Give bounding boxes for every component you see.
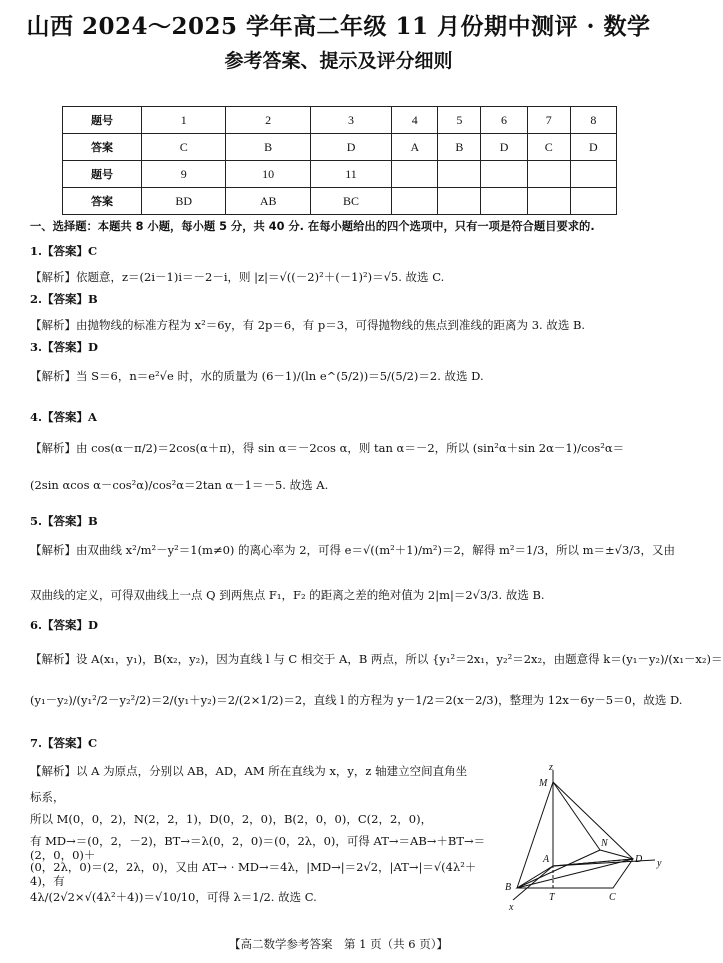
table-cell	[438, 161, 481, 188]
solution-line: (y₁－y₂)/(y₁²/2－y₂²/2)＝2/(y₁＋y₂)＝2/(2×1/2)＝2，直线 l 的方程为 y－1/2＝2(x－2/3)，整理为 12x－6y－5＝0，故选 D.	[30, 693, 683, 707]
table-cell	[570, 188, 616, 215]
table-cell: D	[481, 134, 527, 161]
solution-line: 4λ/(2√2×√(4λ²＋4))＝√10/10，可得 λ＝1/2. 故选 C.	[30, 890, 317, 904]
label-c: C	[609, 892, 616, 903]
row-label: 题号	[63, 107, 142, 134]
solution-line: 所以 M(0，0，2)，N(2，2，1)，D(0，2，0)，B(2，0，0)，C(2，2，0)，	[30, 812, 433, 826]
geometry-figure	[505, 762, 675, 912]
table-cell	[527, 161, 570, 188]
row-label: 题号	[63, 161, 142, 188]
answer-table	[62, 106, 617, 215]
solution-line: 有 MD→＝(0，2，－2)，BT→＝λ(0，2，0)＝(0，2λ，0)，可得 AT→＝AB→＋BT→＝(2，0，0)＋	[30, 834, 486, 862]
table-cell: B	[438, 134, 481, 161]
answer-line: 7.【答案】C	[30, 736, 98, 750]
section-heading: 一、选择题：本题共 8 小题，每小题 5 分，共 40 分. 在每小题给出的四个选项中，只有一项是符合题目要求的.	[30, 220, 595, 233]
table-cell	[481, 188, 527, 215]
table-cell	[438, 188, 481, 215]
table-cell	[392, 188, 438, 215]
table-row	[63, 134, 617, 161]
table-cell: AB	[226, 188, 310, 215]
label-n: N	[601, 838, 608, 849]
solution-line: 【解析】由抛物线的标准方程为 x²＝6y，有 2p＝6，有 p＝3，可得抛物线的焦点到准线的距离为 3. 故选 B.	[30, 318, 586, 332]
label-z: z	[549, 762, 553, 773]
table-cell: 11	[310, 161, 391, 188]
solution-line: 【解析】由双曲线 x²/m²－y²＝1(m≠0) 的离心率为 2，可得 e＝√((m²＋1)/m²)＝2，解得 m²＝1/3，所以 m＝±√3/3，又由	[30, 543, 676, 557]
table-cell	[392, 161, 438, 188]
label-d: D	[635, 854, 643, 865]
row-label: 答案	[63, 134, 142, 161]
label-m: M	[539, 778, 548, 789]
solution-line: 【解析】依题意，z＝(2i－1)i＝－2－i，则 |z|＝√((－2)²＋(－1)²)＝√5. 故选 C.	[30, 270, 445, 284]
solution-line: 【解析】由 cos(α－π/2)＝2cos(α＋π)，得 sin α＝－2cos α，则 tan α＝－2，所以 (sin²α＋sin 2α－1)/cos²α＝	[30, 441, 625, 455]
label-b: B	[505, 882, 512, 893]
table-cell: BC	[310, 188, 391, 215]
label-y: y	[657, 858, 662, 869]
table-cell: 2	[226, 107, 310, 134]
table-cell: 7	[527, 107, 570, 134]
page-subtitle: 参考答案、提示及评分细则	[224, 50, 453, 72]
solution-line: (0，2λ，0)＝(2，2λ，0)，又由 AT→ · MD→＝4λ，|MD→|＝2√2，|AT→|＝√(4λ²＋4)，有	[30, 860, 477, 888]
table-cell: C	[142, 134, 226, 161]
solution-line: 双曲线的定义，可得双曲线上一点 Q 到两焦点 F₁，F₂ 的距离之差的绝对值为 2|m|＝2√3/3. 故选 B.	[30, 588, 545, 602]
answer-line: 5.【答案】B	[30, 514, 98, 528]
table-row	[63, 107, 617, 134]
table-cell: 5	[438, 107, 481, 134]
table-cell: 1	[142, 107, 226, 134]
table-cell: 6	[481, 107, 527, 134]
table-cell: BD	[142, 188, 226, 215]
table-cell: 8	[570, 107, 616, 134]
table-cell: C	[527, 134, 570, 161]
table-cell	[570, 161, 616, 188]
table-cell	[527, 188, 570, 215]
table-cell	[481, 161, 527, 188]
table-cell: B	[226, 134, 310, 161]
label-t: T	[549, 892, 555, 903]
table-cell: 9	[142, 161, 226, 188]
answer-line: 4.【答案】A	[30, 410, 97, 424]
solution-line: 【解析】设 A(x₁，y₁)，B(x₂，y₂)，因为直线 l 与 C 相交于 A，B 两点，所以 {y₁²＝2x₁，y₂²＝2x₂，由题意得 k＝(y₁－y₂)/(x₁－x₂)＝	[30, 652, 723, 666]
solution-line: 【解析】当 S＝6，n＝e²√e 时，水的质量为 (6－1)/(ln e^(5/2))＝5/(5/2)＝2. 故选 D.	[30, 369, 484, 383]
answer-line: 2.【答案】B	[30, 292, 98, 306]
table-cell: A	[392, 134, 438, 161]
page-title: 山西 2024～2025 学年高二年级 11 月份期中测评 · 数学	[26, 13, 651, 40]
table-cell: 4	[392, 107, 438, 134]
solution-line: (2sin αcos α－cos²α)/cos²α＝2tan α－1＝－5. 故选 A.	[30, 478, 329, 492]
table-cell: 10	[226, 161, 310, 188]
row-label: 答案	[63, 188, 142, 215]
label-a: A	[543, 854, 550, 865]
solution-line: 标系，	[30, 790, 65, 804]
answer-line: 6.【答案】D	[30, 618, 98, 632]
answer-line: 3.【答案】D	[30, 340, 98, 354]
table-cell: 3	[310, 107, 391, 134]
table-row	[63, 188, 617, 215]
table-cell: D	[570, 134, 616, 161]
page-footer: 【高二数学参考答案 第 1 页（共 6 页）】	[228, 937, 448, 951]
label-x: x	[509, 902, 514, 913]
solution-line: 【解析】以 A 为原点，分别以 AB，AD，AM 所在直线为 x，y，z 轴建立空间直角坐	[30, 764, 468, 778]
table-cell: D	[310, 134, 391, 161]
answer-line: 1.【答案】C	[30, 244, 98, 258]
table-row	[63, 161, 617, 188]
